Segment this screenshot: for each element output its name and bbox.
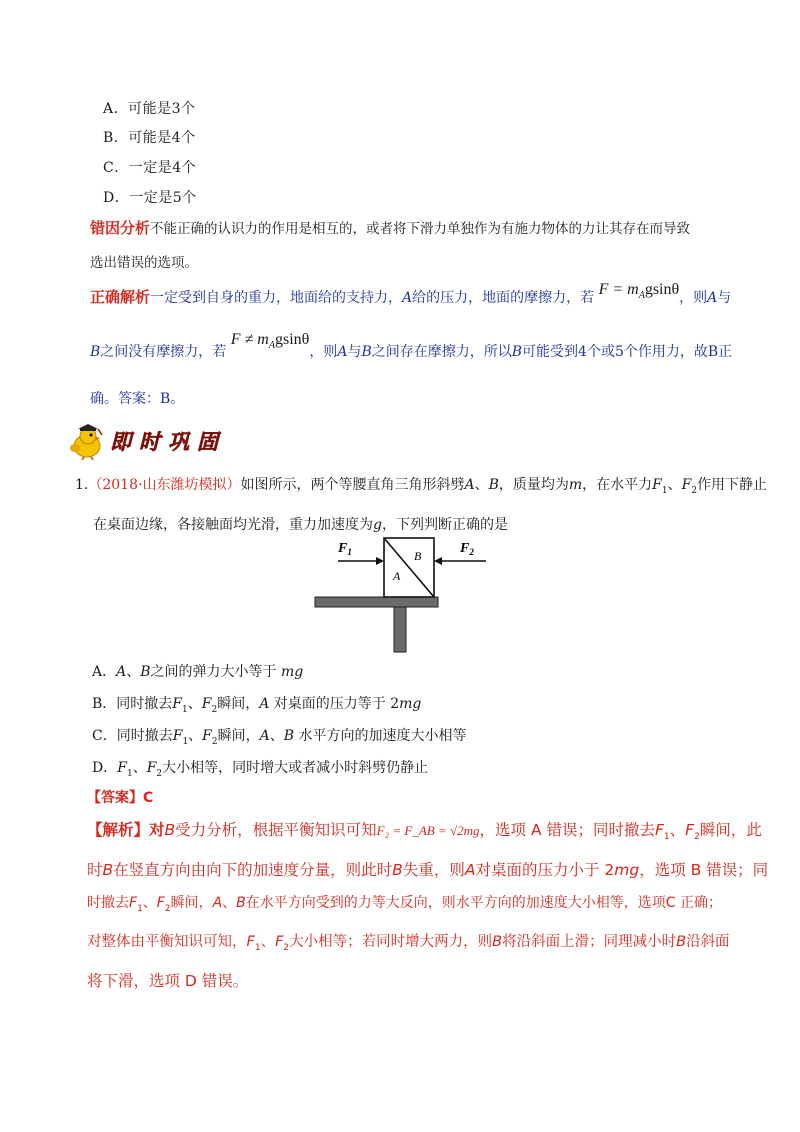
chick-mascot-icon <box>62 422 112 460</box>
option-a: A．A、B之间的弹力大小等于 mg <box>92 664 304 680</box>
option-c: C．同时撤去$F_1$、$F_2$瞬间，A、B 水平方向的加速度大小相等 <box>92 728 467 747</box>
error-analysis: 错因分析不能正确的认识力的作用是相互的，或者将下滑力单独作为有施力物体的力让其存在而导致 选出错误的选项。 <box>90 219 691 271</box>
f2-arrowhead <box>434 557 442 565</box>
question-1: 1.（2018·山东潍坊模拟）如图所示，两个等腰直角三角形斜劈A、B，质量均为m，在水平力$F_1$、$F_2$作用下静止 在桌面边缘，各接触面均光滑，重力加速度为g，下列判断正确的是 <box>75 477 768 533</box>
answer: 【答案】C <box>87 790 154 806</box>
equation-f-not-equals: $F \ne m_Agsin\theta$ <box>230 331 310 352</box>
table-leg <box>394 607 406 652</box>
label-f1: $F_1$ <box>338 541 352 557</box>
error-analysis-label: 错因分析 <box>90 219 151 237</box>
wedge-figure <box>310 530 500 655</box>
correct-analysis: 正确解析一定受到自身的重力，地面给的支持力，A给的压力，地面的摩擦力，若 $F = m_Agsin\theta$，则A与 B之间没有摩擦力，若 $F \ne m_Agsin\theta$，则A与B之间存在摩擦力，所以B可能受到4个或5个作用力，故B正 确。答案：B。 <box>90 281 733 407</box>
question-source: （2018·山东潍坊模拟） <box>88 477 241 493</box>
label-f2: $F_2$ <box>460 541 474 557</box>
equation-f-equals: $F = m_Agsin\theta$ <box>598 281 680 302</box>
prev-option-d: D．一定是5个 <box>103 190 197 206</box>
section-title: 即时巩固 <box>110 430 226 454</box>
option-b: B．同时撤去$F_1$、$F_2$瞬间，A 对桌面的压力等于 2mg <box>92 696 422 715</box>
prev-option-b: B．可能是4个 <box>103 130 196 146</box>
label-b: B <box>414 549 422 563</box>
correct-analysis-label: 正确解析 <box>90 288 151 306</box>
prev-option-a: A．可能是3个 <box>103 101 196 117</box>
table-top <box>315 597 438 607</box>
solution-formula: F₂ = F_AB = √2mg <box>376 823 480 838</box>
option-d: D．$F_1$、$F_2$大小相等，同时增大或者减小时斜劈仍静止 <box>92 760 429 779</box>
solution: 【解析】对B受力分析，根据平衡知识可知F₂ = F_AB = √2mg，选项 A 错误；同时撤去$F_1$、$F_2$瞬间，此 时B在竖直方向由向下的加速度分量，则此时B失重，则A对桌面的压力小于 2mg，选项 B 错误；同 时撤去$F_1$、$F_2$瞬间，A、B在水平方向受到的力等大反向，则水平方向的加速度大小相等，选项C 正确； 对整体由平衡知识可知，$F_1$、$F_2$大小相等；若同时增大两力，则B将沿斜面上滑；同理减小时B沿斜面 将下滑，选项 D 错误。 <box>87 821 769 990</box>
f1-arrowhead <box>376 557 384 565</box>
section-header <box>62 422 242 460</box>
prev-option-c: C．一定是4个 <box>103 160 197 176</box>
label-a: A <box>393 569 401 583</box>
